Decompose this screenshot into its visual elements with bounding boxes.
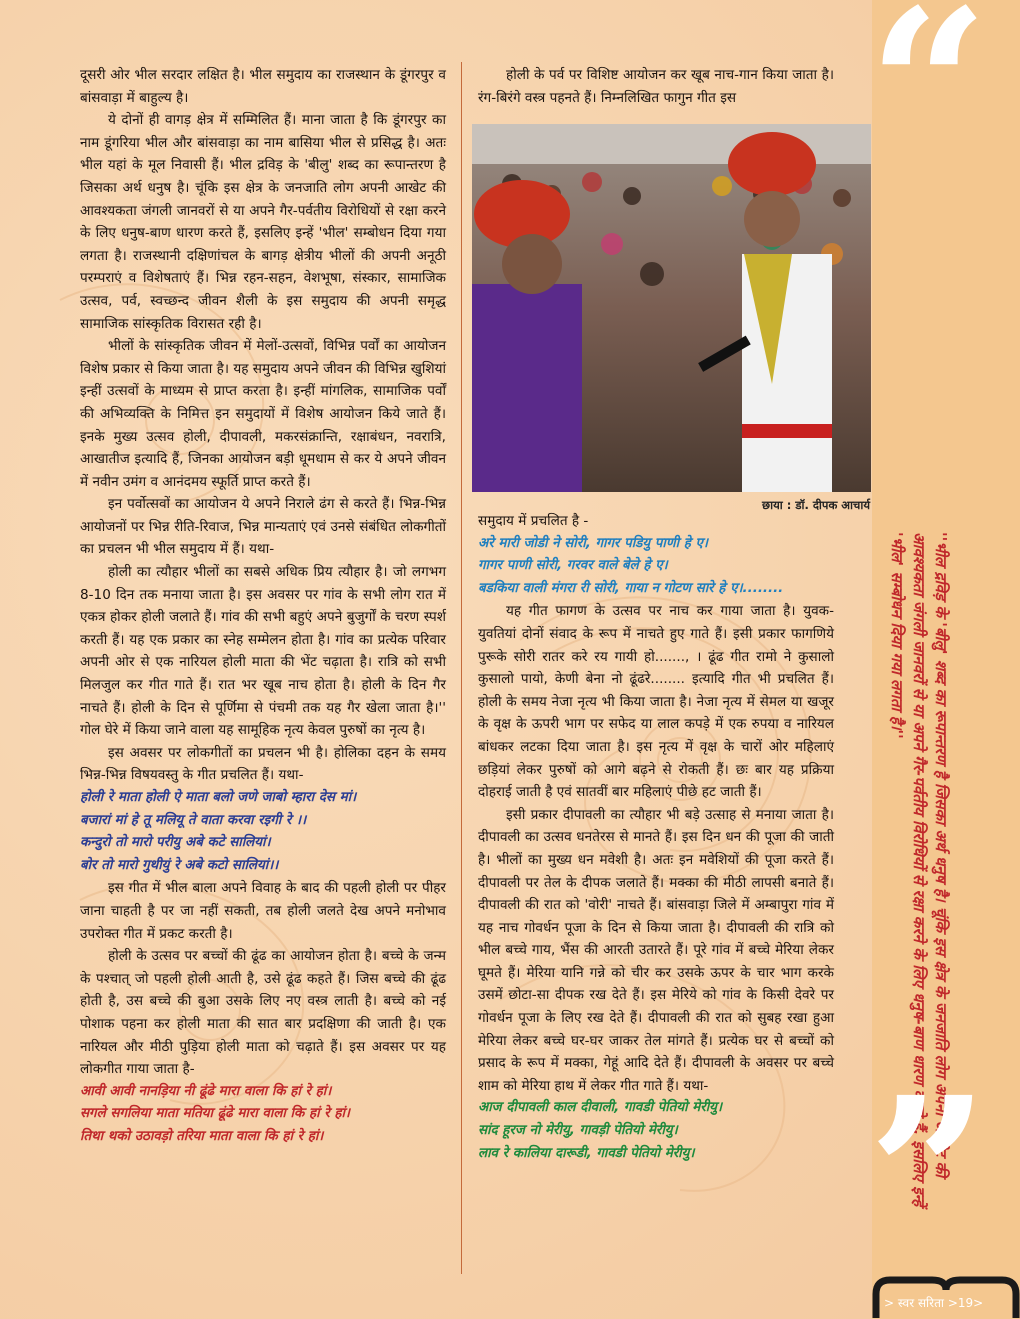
folk-dance-photo	[472, 124, 871, 492]
right-column-top	[478, 64, 834, 109]
verse-line: गागर पाणी सोरी, गरवर वाले बेले हे ए।	[478, 558, 668, 574]
paragraph: होली के पर्व पर विशिष्ट आयोजन कर खूब नाच-गान किया जाता है। रंग-बिरंगे वस्त्र पहनते हैं। निम्नलिखित फागुन गीत इस	[478, 67, 834, 106]
paragraph: दूसरी ओर भील सरदार लक्षित है। भील समुदाय का राजस्थान के डूंगरपुर व बांसवाड़ा में बाहुल्य है।	[80, 67, 446, 106]
page-number: 19	[957, 1296, 974, 1310]
open-quote-icon: “	[868, 0, 989, 210]
paragraph: होली का त्यौहार भीलों का सबसे अधिक प्रिय त्यौहार है। जो लगभग 8-10 दिन तक मनाया जाता है। इस अवसर पर गांव के सभी लोग रात में एकत्र होकर होली जलाते हैं। गांव की सभी बहुएं अपने बुजुर्गों के चरण स्पर्श करती हैं। यह एक प्रकार का स्नेह सम्मेलन होता है। गांव का प्रत्येक परिवार अपनी ओर से एक नारियल होली माता की भेंट चढ़ाता है। रात्रि को सभी मिलजुल कर गीत गाते हैं। रात भर खूब नाच होता है। होली के दिन गैर नाचते हैं। होली के दिन से पूर्णिमा से पंचमी तक यह गैर खेला जाता है।'' गोल घेरे में किया जाने वाला यह सामूहिक नृत्य केवल पुरुषों का नृत्य है।	[80, 564, 446, 739]
verse-line: होली रे माता होली ऐ माता बलो जणे जाबो म्हारा देस मां।	[80, 790, 357, 805]
verse-line: बजारां मां हे तू मलियू ते वाता करवा रइगी रे ।।	[80, 812, 307, 828]
verse-line: अरे मारी जोडी ने सोरी, गागर पडियु पाणी हे ए।	[478, 535, 708, 551]
page-footer: > स्वर सरिता >19>	[884, 1296, 984, 1310]
verse-line: सगले सगलिया माता मतिया ढूंढे मारा वाला कि हां रे हां।	[80, 1106, 350, 1122]
paragraph: होली के उत्सव पर बच्चों की ढूंढ का आयोजन होता है। बच्चे के जन्म के पश्चात् जो पहली होली आती है, उसे ढूंढ कहते हैं। जिस बच्चे की ढूंढ होती है, उस बच्चे की बुआ उसके लिए नए वस्त्र लाती है। बच्चे को नई पोशाक पहना कर होली माता की सात बार प्रदक्षिणा की जाती है। एक नारियल और मीठी पुड़िया होली माता को चढ़ाते हैं। इस अवसर पर यह लोकगीत गाया जाता है-	[80, 948, 446, 1078]
paragraph: इसी प्रकार दीपावली का त्यौहार भी बड़े उत्साह से मनाया जाता है। दीपावली का उत्सव धनतेरस से मानते हैं। इस दिन धन की पूजा की जाती है। भीलों का मुख्य धन मवेशी है। अतः इन मवेशियों की पूजा करते हैं। दीपावली पर तेल के दीपक जलाते हैं। मक्का की मीठी लापसी बनाते हैं। दीपावली की रात को 'वोरी' नाचते हैं। बांसवाड़ा जिले में अम्बापुरा गांव में यह नाच गोवर्धन पूजा के दिन से किया जाता है। दीपावली की रात्रि को भील बच्चे गाय, भैंस की आरती उतारते हैं। पूरे गांव में बच्चे मेरिया लेकर घूमते हैं। मेरिया यानि गन्ने को चीर कर उसके ऊपर के चार भाग करके उसमें छोटा-सा दीपक रख देते हैं। इस मेरिये को गांव के किसी देवरे पर गोवर्धन पूजा के लिए रख देते हैं। दीपावली की रात को सुबह रखा हुआ मेरिया लेकर बच्चे घर-घर जाकर तेल मांगते हैं। प्रत्येक घर से बच्चों को प्रसाद के रूप में मक्का, गेहूं आदि देते हैं। दीपावली के अवसर पर बच्चे शाम को मेरिया हाथ में लेकर गीत गाते हैं। यथा-	[478, 806, 834, 1094]
right-column-bottom	[478, 510, 834, 1165]
paragraph: यह गीत फागण के उत्सव पर नाच कर गाया जाता है। युवक-युवतियां दोनों संवाद के रूप में नाचते हुए गाते हैं। इसी प्रकार फागणिये पुरूके सोरी रातर करे रय गायी हो......., । ढूंढ गीत रामो ने कुसालो कुसालो पायो, केणी बेना नो ढूंढरे........ इत्यादि गीत भी प्रचलित हैं। होली के समय नेजा नृत्य भी किया जाता है। नेजा नृत्य में सेमल या खजूर के वृक्ष के ऊपरी भाग पर सफेद या लाल कपड़े में एक रुपया व नारियल बांधकर लटका दिया जाता है। इस नृत्य में वृक्ष के चारों ओर महिलाएं छड़ियां लेकर पुरुषों को आगे बढ़ने से रोकती हैं। छः बार यह प्रक्रिया दोहराई जाती है एवं सातवीं बार महिलाएं पीछे हट जाती हैं।	[478, 603, 834, 801]
verse-line: बडकिया वाली मंगरा री सोरी, गाया न गोटण सारे हे ए।........	[478, 580, 784, 596]
paragraph: ये दोनों ही वागड़ क्षेत्र में सम्मिलित हैं। माना जाता है कि डूंगरपुर का नाम डूंगरिया भील और बांसवाड़ा का नाम बासिया भील से प्रसिद्ध है। अतः भील यहां के मूल निवासी हैं। भील द्रविड़ के 'बीलु' शब्द का रूपान्तरण है जिसका अर्थ धनुष है। चूंकि इस क्षेत्र के जनजाति लोग अपनी आखेट की आवश्यकता जंगली जानवरों से या अपने गैर-पर्वतीय विरोधियों से रक्षा करने के लिए धनुष-बाण धारण करते हैं, इसलिए इन्हें 'भील' सम्बोधन दिया गया लगता है। राजस्थानी दक्षिणांचल के बागड़ क्षेत्रीय भीलों की अपनी अनूठी परम्पराएं व विशेषताएं हैं। भिन्न रहन-सहन, वेशभूषा, संस्कार, सामाजिक उत्सव, पर्व, स्वच्छन्द जीवन शैली के इस समुदाय की अपनी समृद्ध सामाजिक सांस्कृतिक विरासत रही है।	[80, 112, 446, 332]
close-quote-icon: ”	[868, 1051, 989, 1298]
pull-quote: ''भील द्रविड़ के 'बीलु' शब्द का रूपान्तरण है जिसका अर्थ धनुष है। चूंकि इस क्षेत्र के जनजाति लोग अपनी आखेट की आवश्यकता जंगली जानवरों से या अपने गैर-पर्वतीय विरोधियों से रक्षा करने के लिए धनुष-बाण धारण करते हैं, इसलिए इन्हें 'भील' सम्बोधन दिया गया लगता है।''	[888, 532, 950, 1207]
verse-line: आवी आवी नानड़िया नी ढूंढे मारा वाला कि हां रे हां।	[80, 1083, 332, 1099]
paragraph: इस गीत में भील बाला अपने विवाह के बाद की पहली होली पर पीहर जाना चाहती है पर जा नहीं सकती, तब होली जलते देख अपने मनोभाव उपरोक्त गीत में प्रकट करती है।	[80, 880, 446, 942]
verse-line: कन्दुरो तो मारो परीयु अबे कटे सालियां।	[80, 835, 271, 851]
verse-line: सांद हूरज नो मेरीयु, गावड़ी पेतियो मेरीयु।	[478, 1123, 678, 1139]
verse-line: बोर तो मारो गुथीयुं रे अबे कटो सालियां।।	[80, 857, 279, 873]
paragraph: भीलों के सांस्कृतिक जीवन में मेलों-उत्सवों, विभिन्न पर्वों का आयोजन विशेष प्रकार से किया जाता है। यह समुदाय अपने जीवन की विभिन्न खुशियां इन्हीं उत्सवों के माध्यम से प्राप्त करता है। इन्हीं मांगलिक, सामाजिक पर्वों की अभिव्यक्ति के निमित्त इन समुदायों में विशेष आयोजन किये जाते हैं। इनके मुख्य उत्सव होली, दीपावली, मकरसंक्रान्ति, रक्षाबंधन, नवरात्रि, आखातीज इत्यादि हैं, जिनका आयोजन बड़ी धूमधाम से कर ये अपने जीवन में नवीन उमंग व आनंदमय स्फूर्ति प्राप्त करते हैं।	[80, 338, 446, 490]
magazine-name: स्वर सरिता	[897, 1296, 945, 1310]
paragraph: समुदाय में प्रचलित है -	[478, 513, 589, 529]
photo-illustration-icon	[472, 124, 871, 492]
verse-line: तिथा थको उठावड़ो तरिया माता वाला कि हां रे हां।	[80, 1128, 324, 1144]
paragraph: इस अवसर पर लोकगीतों का प्रचलन भी है। होलिका दहन के समय भिन्न-भिन्न विषयवस्तु के गीत प्रचलित हैं। यथा-	[80, 744, 446, 784]
verse-line: आज दीपावली काल दीवाली, गावडी पेतियो मेरीयु।	[478, 1100, 723, 1116]
photo-caption: छाया : डॉ. दीपक आचार्य	[762, 498, 870, 512]
paragraph: इन पर्वोत्सवों का आयोजन ये अपने निराले ढंग से करते हैं। भिन्न-भिन्न आयोजनों पर भिन्न रीति-रिवाज, भिन्न मान्यताएं एवं उनसे संबंधित लोकगीतों का प्रचलन भी भील समुदाय में हैं। यथा-	[80, 496, 446, 558]
column-divider	[461, 62, 462, 1274]
verse-line: लाव रे कालिया दारूडी, गावडी पेतियो मेरीयु।	[478, 1145, 695, 1161]
left-column	[80, 64, 446, 1149]
